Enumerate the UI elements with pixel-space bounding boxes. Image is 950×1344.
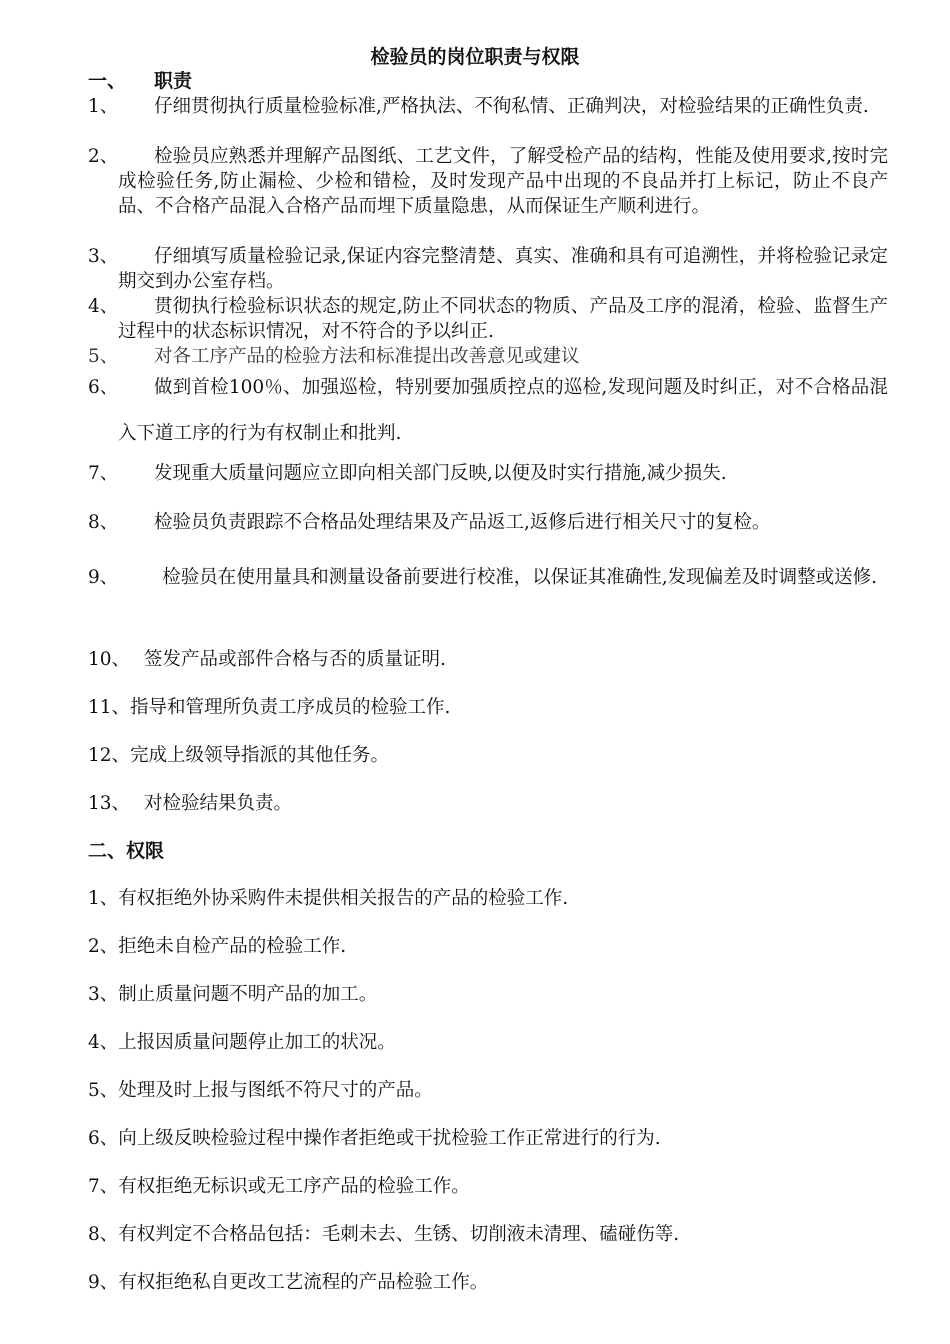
duty-number: 7、 <box>88 463 119 484</box>
duty-text: 完成上级领导指派的其他任务。 <box>130 745 390 766</box>
duty-item-1 <box>88 94 888 119</box>
duty-item-13 <box>88 791 888 816</box>
duty-text: 做到首检100％、加强巡检，特别要加强质控点的巡检,发现问题及时纠正，对不合格品混入下道工序的行为有权制止和批判. <box>118 377 888 444</box>
duty-number: 3、 <box>88 246 119 267</box>
duty-item-12 <box>88 743 888 768</box>
duty-item-2 <box>88 144 888 219</box>
section-number: 一、 <box>88 70 127 92</box>
authority-item-9: 9、有权拒绝私自更改工艺流程的产品检验工作。 <box>88 1272 489 1293</box>
duty-text: 对各工序产品的检验方法和标准提出改善意见或建议 <box>154 346 580 367</box>
section-heading-authority: 二、权限 <box>88 840 165 862</box>
duty-number: 6、 <box>88 377 119 398</box>
duty-number: 10、 <box>88 649 131 670</box>
duty-item-4 <box>88 294 888 344</box>
duty-text: 仔细填写质量检验记录,保证内容完整清楚、真实、准确和具有可追溯性，并将检验记录定期交到办公室存档。 <box>118 246 888 292</box>
duty-text: 仔细贯彻执行质量检验标准,严格执法、不徇私情、正确判决，对检验结果的正确性负责. <box>154 96 869 117</box>
authority-item-6: 6、向上级反映检验过程中操作者拒绝或干扰检验工作正常进行的行为. <box>88 1128 661 1149</box>
duty-item-6 <box>88 375 888 457</box>
duty-item-3 <box>88 244 888 294</box>
duty-text: 发现重大质量问题应立即向相关部门反映,以便及时实行措施,减少损失. <box>154 463 727 484</box>
duty-item-9 <box>88 559 888 596</box>
duty-number: 4、 <box>88 296 119 317</box>
duty-text: 检验员应熟悉并理解产品图纸、工艺文件，了解受检产品的结构，性能及使用要求,按时完成检验任务,防止漏检、少检和错检，及时发现产品中出现的不良品并打上标记，防止不良产品、不合格产品混入合格产品而埋下质量隐患，从而保证生产顺利进行。 <box>118 146 888 217</box>
duty-item-8 <box>88 510 888 535</box>
authority-item-4: 4、上报因质量问题停止加工的状况。 <box>88 1032 396 1053</box>
duty-number: 9、 <box>88 567 119 588</box>
document-title: 检验员的岗位职责与权限 <box>370 46 580 68</box>
section-heading-duties <box>88 68 192 94</box>
authority-item-3: 3、制止质量问题不明产品的加工。 <box>88 984 378 1005</box>
authority-item-2: 2、拒绝未自检产品的检验工作. <box>88 936 347 957</box>
section-label: 职责 <box>154 70 193 92</box>
duty-text: 指导和管理所负责工序成员的检验工作. <box>130 697 451 718</box>
authority-item-5: 5、处理及时上报与图纸不符尺寸的产品。 <box>88 1080 433 1101</box>
duty-text: 检验员在使用量具和测量设备前要进行校准，以保证其准确性,发现偏差及时调整或送修. <box>162 567 878 588</box>
duty-number: 11、 <box>88 697 131 718</box>
duty-item-10 <box>88 647 888 672</box>
duty-text: 贯彻执行检验标识状态的规定,防止不同状态的物质、产品及工序的混淆，检验、监督生产过程中的状态标识情况，对不符合的予以纠正. <box>118 296 888 342</box>
duty-number: 8、 <box>88 512 119 533</box>
duty-number: 1、 <box>88 96 119 117</box>
duty-text: 检验员负责跟踪不合格品处理结果及产品返工,返修后进行相关尺寸的复检。 <box>154 512 771 533</box>
authority-item-8: 8、有权判定不合格品包括：毛刺未去、生锈、切削液未清理、磕碰伤等. <box>88 1224 680 1245</box>
duty-item-11 <box>88 695 888 720</box>
duty-number: 12、 <box>88 745 131 766</box>
duty-number: 5、 <box>88 346 119 367</box>
duty-number: 2、 <box>88 146 119 167</box>
authority-item-1: 1、有权拒绝外协采购件未提供相关报告的产品的检验工作. <box>88 888 569 909</box>
duty-number: 13、 <box>88 793 131 814</box>
authority-item-7: 7、有权拒绝无标识或无工序产品的检验工作。 <box>88 1176 470 1197</box>
duty-text: 签发产品或部件合格与否的质量证明. <box>144 649 446 670</box>
duty-item-7 <box>88 461 888 486</box>
duty-text: 对检验结果负责。 <box>144 793 293 814</box>
